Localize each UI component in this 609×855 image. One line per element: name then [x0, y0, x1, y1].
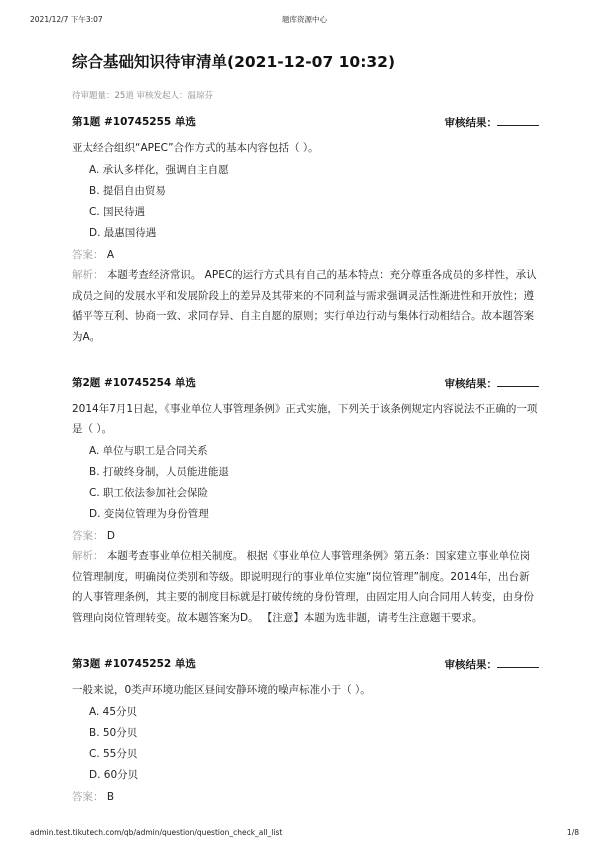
analysis-label: 解析：	[72, 550, 104, 562]
answer-value: A	[106, 249, 115, 261]
option-b: B. 提倡自由贸易	[89, 185, 166, 197]
option-list	[72, 702, 539, 786]
review-result-label: 审核结果：	[444, 117, 497, 129]
review-result	[445, 114, 540, 131]
option-c: C. 职工依法参加社会保险	[89, 487, 209, 499]
question-header	[72, 375, 539, 391]
question-3	[72, 656, 539, 807]
page-number: 1/8	[566, 828, 579, 837]
option-a: A. 45分贝	[89, 706, 138, 718]
review-result-label: 审核结果：	[444, 378, 497, 390]
option-a: A. 承认多样化，强调自主自愿	[89, 164, 229, 176]
option-b: B. 50分贝	[89, 727, 138, 739]
question-stem: 一般来说，0类声环境功能区昼间安静环境的噪声标准小于（ ）。	[72, 684, 371, 696]
answer	[72, 245, 539, 265]
review-result-blank	[497, 114, 539, 126]
question-header	[72, 656, 539, 672]
option-d: D. 最惠国待遇	[89, 227, 157, 239]
answer-value: D	[106, 530, 115, 542]
answer-value: B	[106, 791, 115, 803]
option-list	[72, 441, 539, 525]
review-result-label: 审核结果：	[444, 659, 497, 671]
question-number: 第2题 #10745254 单选	[72, 377, 196, 389]
answer	[72, 787, 539, 807]
option-list	[72, 160, 539, 244]
question-number: 第1题 #10745255 单选	[72, 116, 196, 128]
answer-label: 答案：	[72, 249, 104, 261]
print-datetime: 2021/12/7 下午3:07	[30, 15, 103, 24]
option-c: C. 国民待遇	[89, 206, 146, 218]
analysis	[72, 265, 539, 347]
print-url: admin.test.tikutech.com/qb/admin/question/question_check_all_list	[30, 828, 283, 837]
review-result-blank	[497, 375, 539, 387]
page-title: 综合基础知识待审清单(2021-12-07 10:32)	[72, 53, 396, 71]
review-result-blank	[497, 656, 539, 668]
review-result	[445, 656, 540, 673]
question-number: 第3题 #10745252 单选	[72, 658, 196, 670]
analysis-label: 解析：	[72, 269, 104, 281]
option-d: D. 变岗位管理为身份管理	[89, 508, 209, 520]
answer	[72, 526, 539, 546]
question-header	[72, 114, 539, 130]
print-footer	[30, 828, 579, 840]
analysis-text: 本题考查事业单位相关制度。 根据《事业单位人事管理条例》第五条：国家建立事业单位岗位管理制度，明确岗位类别和等级。即说明现行的事业单位实施“岗位管理”制度。2014年，出台新的人事管理条例，其主要的制度目标就是打破传统的身份管理，由固定用人向合同用人转变，由身份管理向岗位管理转变。故本题答案为D。 【注意】本题为选非题，请考生注意题干要求。	[72, 550, 534, 624]
print-header	[30, 14, 579, 26]
analysis	[72, 546, 539, 628]
answer-label: 答案：	[72, 791, 104, 803]
option-d: D. 60分贝	[89, 769, 139, 781]
document-content	[72, 52, 539, 807]
analysis-text: 本题考查经济常识。 APEC的运行方式具有自己的基本特点：充分尊重各成员的多样性，承认成员之间的发展水平和发展阶段上的差异及其带来的不同利益与需求强调灵活性渐进性和开放性；遵循平等互利、协商一致、求同存异、自主自愿的原则；实行单边行动与集体行动相结合。故本题答案为A。	[72, 269, 537, 343]
question-stem: 亚太经合组织“APEC”合作方式的基本内容包括（ ）。	[72, 142, 319, 154]
answer-label: 答案：	[72, 530, 104, 542]
option-b: B. 打破终身制，人员能进能退	[89, 466, 229, 478]
review-result	[445, 375, 540, 392]
question-2	[72, 375, 539, 628]
review-meta: 待审题量：25道 审核发起人：温琼芬	[72, 91, 214, 101]
option-c: C. 55分贝	[89, 748, 138, 760]
question-1	[72, 114, 539, 347]
question-stem: 2014年7月1日起，《事业单位人事管理条例》正式实施，下列关于该条例规定内容说法不正确的一项是（ ）。	[72, 403, 538, 435]
print-site-name: 题库资源中心	[282, 15, 327, 24]
option-a: A. 单位与职工是合同关系	[89, 445, 208, 457]
